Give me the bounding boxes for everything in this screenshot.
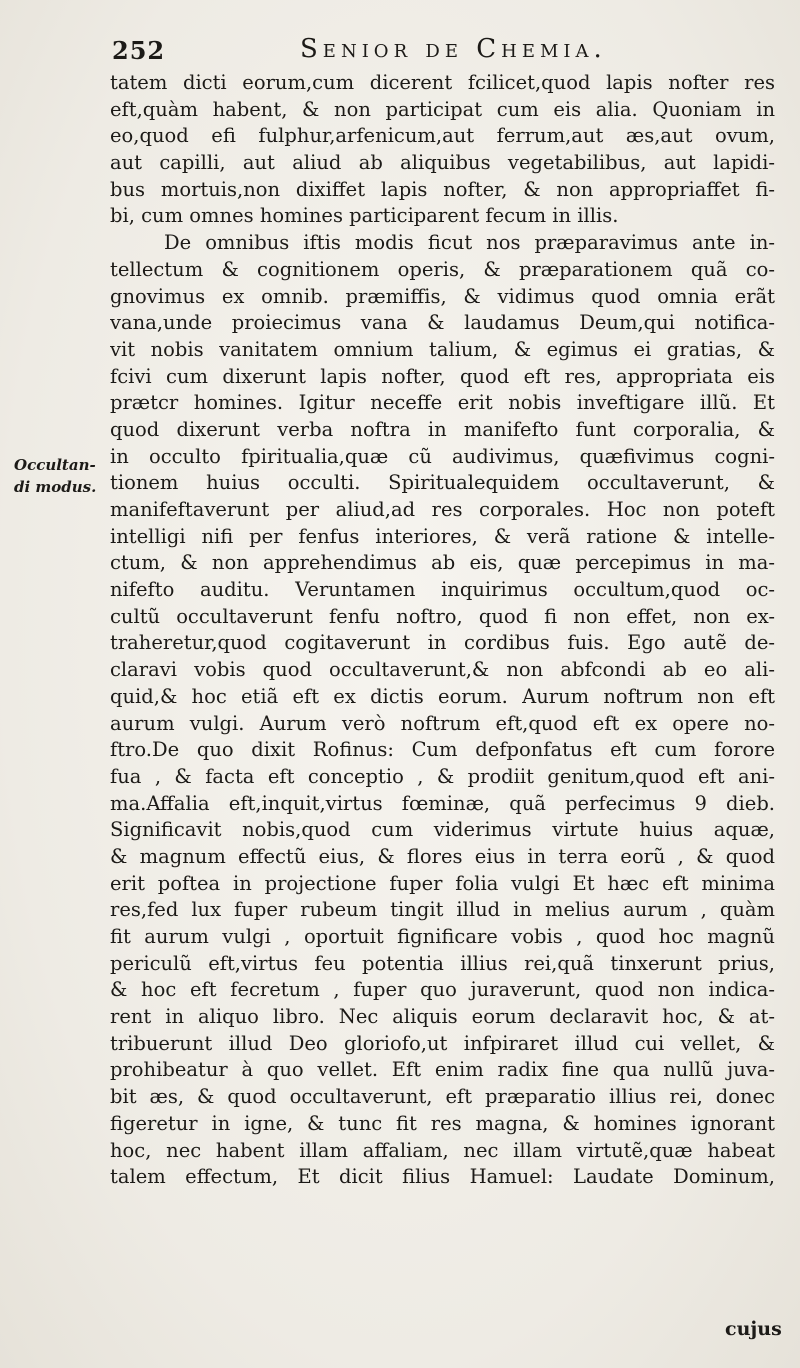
text-line: bit æs, & quod occultaverunt, eft præparatio illius rei, donec (110, 1085, 775, 1109)
text-line: claravi vobis quod occultaverunt,& non abfcondi ab eo ali- (110, 658, 775, 682)
text-line: vana,unde proiecimus vana & laudamus Deum,qui notifica- (110, 311, 775, 335)
text-line: cultũ occultaverunt fenfu noftro, quod fi non effet, non ex- (110, 604, 775, 628)
text-line: figeretur in igne, & tunc fit res magna, & homines ignorant (110, 1111, 775, 1135)
text-line: eft,quàm habent, & non participat cum eis alia. Quoniam in (110, 97, 775, 121)
text-line: ctum, & non apprehendimus ab eis, quæ percepimus in ma- (110, 551, 775, 575)
text-line: ftro.De quo dixit Rofinus: Cum defponfatus eft cum forore (110, 738, 775, 762)
text-line: tellectum & cognitionem operis, & præparationem quã co- (110, 257, 775, 281)
body-text (110, 70, 775, 1191)
text-line: aut capilli, aut aliud ab aliquibus vegetabilibus, aut lapidi- (110, 151, 775, 175)
text-line: quod dixerunt verba noftra in manifefto funt corporalia, & (110, 417, 775, 441)
text-line: aurum vulgi. Aurum verò noftrum eft,quod eft ex opere no- (110, 711, 775, 735)
margin-note (14, 454, 104, 498)
text-line: nifefto auditu. Veruntamen inquirimus occultum,quod oc- (110, 578, 775, 602)
text-line: rent in aliquo libro. Nec aliquis eorum declaravit hoc, & at- (110, 1005, 775, 1029)
margin-note-line: di modus. (14, 478, 97, 496)
text-line: periculũ eft,virtus feu potentia illius rei,quã tinxerunt prius, (110, 951, 775, 975)
catchword: cujus (725, 1318, 782, 1340)
text-line: bi, cum omnes homines participarent fecum in illis. (110, 204, 619, 228)
text-line: erit poftea in projectione fuper folia vulgi Et hæc eft minima (110, 871, 775, 895)
text-line: hoc, nec habent illam affaliam, nec illam virtutẽ,quæ habeat (110, 1138, 775, 1162)
text-line: bus mortuis,non dixiffet lapis nofter, & non appropriaffet fi- (110, 177, 775, 201)
text-line: eo,quod efi fulphur,arfenicum,aut ferrum,aut æs,aut ovum, (110, 124, 775, 148)
text-line: manifeftaverunt per aliud,ad res corporales. Hoc non poteft (110, 498, 775, 521)
running-head: Senior de Chemia. (300, 34, 607, 64)
text-line: vit nobis vanitatem omnium talium, & egimus ei gratias, & (110, 337, 775, 361)
text-line: De omnibus iftis modis ficut nos præparavimus ante in- (164, 231, 775, 255)
text-line: prætcr homines. Igitur neceffe erit nobis inveftigare illũ. Et (110, 391, 775, 415)
text-line: fit aurum vulgi , oportuit fignificare vobis , quod hoc magnũ (110, 925, 775, 948)
page-number: 252 (112, 36, 166, 65)
text-line: & hoc eft fecretum , fuper quo juraverunt, quod non indica- (110, 978, 775, 1002)
text-line: & magnum effectũ eius, & flores eius in terra eorũ , & quod (110, 844, 775, 868)
text-line: tatem dicti eorum,cum dicerent fcilicet,quod lapis nofter res (110, 71, 775, 94)
text-line: intelligi nifi per fenfus interiores, & verã ratione & intelle- (110, 524, 775, 548)
text-line: fcivi cum dixerunt lapis nofter, quod eft res, appropriata eis (110, 364, 775, 388)
text-line: Significavit nobis,quod cum viderimus virtute huius aquæ, (110, 818, 775, 842)
text-line: res,fed lux fuper rubeum tingit illud in melius aurum , quàm (110, 898, 775, 922)
text-line: in occulto fpiritualia,quæ cũ audivimus, quæfivimus cogni- (110, 444, 775, 468)
text-line: prohibeatur à quo vellet. Eft enim radix fine qua nullũ juva- (110, 1058, 775, 1082)
margin-note-line: Occultan- (14, 456, 96, 474)
text-line: tionem huius occulti. Spiritualequidem occultaverunt, & (110, 471, 775, 495)
text-line: ma.Affalia eft,inquit,virtus fœminæ, quã perfecimus 9 dieb. (110, 791, 775, 815)
text-line: tribuerunt illud Deo gloriofo,ut infpiraret illud cui vellet, & (110, 1031, 775, 1055)
text-line: quid,& hoc etiã eft ex dictis eorum. Aurum noftrum non eft (110, 684, 775, 708)
text-line: talem effectum, Et dicit filius Hamuel: Laudate Dominum, (110, 1165, 775, 1189)
text-line: gnovimus ex omnib. præmiffis, & vidimus quod omnia erãt (110, 284, 775, 308)
text-line: fua , & facta eft conceptio , & prodiit genitum,quod eft ani- (110, 764, 775, 788)
text-line: traheretur,quod cogitaverunt in cordibus fuis. Ego autẽ de- (110, 631, 775, 655)
